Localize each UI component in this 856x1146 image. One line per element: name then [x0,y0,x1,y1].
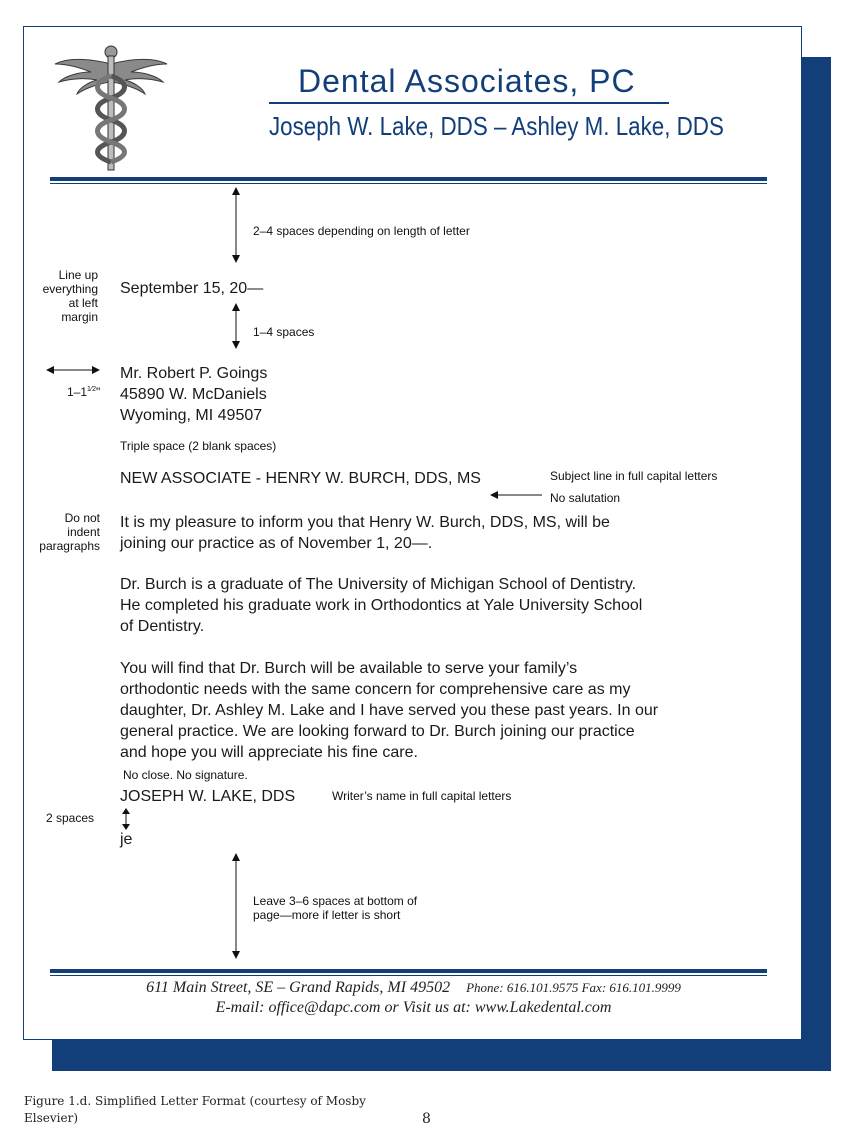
paragraph-line: of Dentistry. [120,618,205,635]
address-line: Mr. Robert P. Goings [120,365,268,382]
line-up-note-line: Line up [58,268,98,282]
figure-caption: Figure 1.d. Simplified Letter Format (courtesy of Mosby Elsevier) [24,1094,366,1125]
letterhead-page [23,26,802,1040]
header-underline [269,102,669,104]
top-spacing-arrow-icon [228,185,244,265]
two-spaces-arrow-icon [120,807,132,831]
body-paragraph-3 [120,658,658,763]
typist-initials: je [120,831,133,848]
bottom-spacing-line: Leave 3–6 spaces at bottom of [253,894,418,908]
footer-rule-thick [50,969,767,973]
writer-name: JOSEPH W. LAKE, DDS [120,788,296,805]
inside-address [120,363,267,426]
triple-space-note: Triple space (2 blank spaces) [120,439,277,453]
do-not-indent-line: indent [67,525,100,539]
footer-address: 611 Main Street, SE – Grand Rapids, MI 49502 [146,979,451,996]
do-not-indent-line: Do not [64,511,100,525]
header-rule-thin [50,183,767,184]
bottom-spacing-arrow-icon [228,851,244,961]
paragraph-line: daughter, Dr. Ashley M. Lake and I have served you these past years. In our [120,702,659,719]
date-spacing-arrow-icon [228,301,244,351]
page-number: 8 [422,1111,431,1127]
address-line: 45890 W. McDaniels [120,386,267,403]
bottom-spacing-line: page—more if letter is short [253,908,401,922]
margin-note-unit: " [96,385,101,399]
bottom-spacing-note [253,894,417,922]
two-spaces-note: 2 spaces [46,811,95,825]
footer-rule-thin [50,975,767,976]
firm-name: Dental Associates, PC [298,63,636,99]
line-up-note-line: at left [68,296,98,310]
margin-note [67,383,100,399]
doctors-line: Joseph W. Lake, DDS – Ashley M. Lake, DDS [269,111,724,141]
footer-contact: E-mail: office@dapc.com or Visit us at: www.Lakedental.com [215,999,612,1016]
paragraph-line: orthodontic needs with the same concern for comprehensive care as my [120,681,631,698]
margin-arrow-icon [44,364,102,376]
line-up-note [24,268,98,324]
body-paragraph-2 [120,574,642,637]
footer-address-line [24,979,803,997]
letter-date: September 15, 20— [120,280,264,297]
salutation-arrow-icon [488,490,544,500]
address-line: Wyoming, MI 49507 [120,407,263,424]
line-up-note-line: margin [61,310,98,324]
paragraph-line: joining our practice as of November 1, 20—. [120,535,433,552]
writer-note: Writer’s name in full capital letters [332,789,512,803]
date-spacing-note: 1–4 spaces [253,325,315,339]
margin-note-value: 1–1 [67,385,88,399]
do-not-indent-note [24,511,100,553]
header-rule-thick [50,177,767,181]
paragraph-line: You will find that Dr. Burch will be available to serve your family’s [120,660,578,677]
paragraph-line: It is my pleasure to inform you that Henry W. Burch, DDS, MS, will be [120,514,610,531]
subject-note: Subject line in full capital letters [550,469,718,483]
subject-line: NEW ASSOCIATE - HENRY W. BURCH, DDS, MS [120,470,481,487]
caduceus-logo-icon [51,42,171,172]
paragraph-line: Dr. Burch is a graduate of The University of Michigan School of Dentistry. [120,576,637,593]
body-paragraph-1 [120,512,610,554]
do-not-indent-line: paragraphs [39,539,100,553]
top-spacing-note: 2–4 spaces depending on length of letter [253,224,470,238]
paragraph-line: general practice. We are looking forward to Dr. Burch joining our practice [120,723,635,740]
footer-phone-fax: Phone: 616.101.9575 Fax: 616.101.9999 [466,980,681,995]
paragraph-line: and hope you will appreciate his fine care. [120,744,418,761]
no-salutation-note: No salutation [550,491,621,505]
no-close-note: No close. No signature. [123,768,248,782]
line-up-note-line: everything [42,282,98,296]
margin-note-fraction: 1⁄2 [87,386,96,393]
paragraph-line: He completed his graduate work in Orthodontics at Yale University School [120,597,643,614]
